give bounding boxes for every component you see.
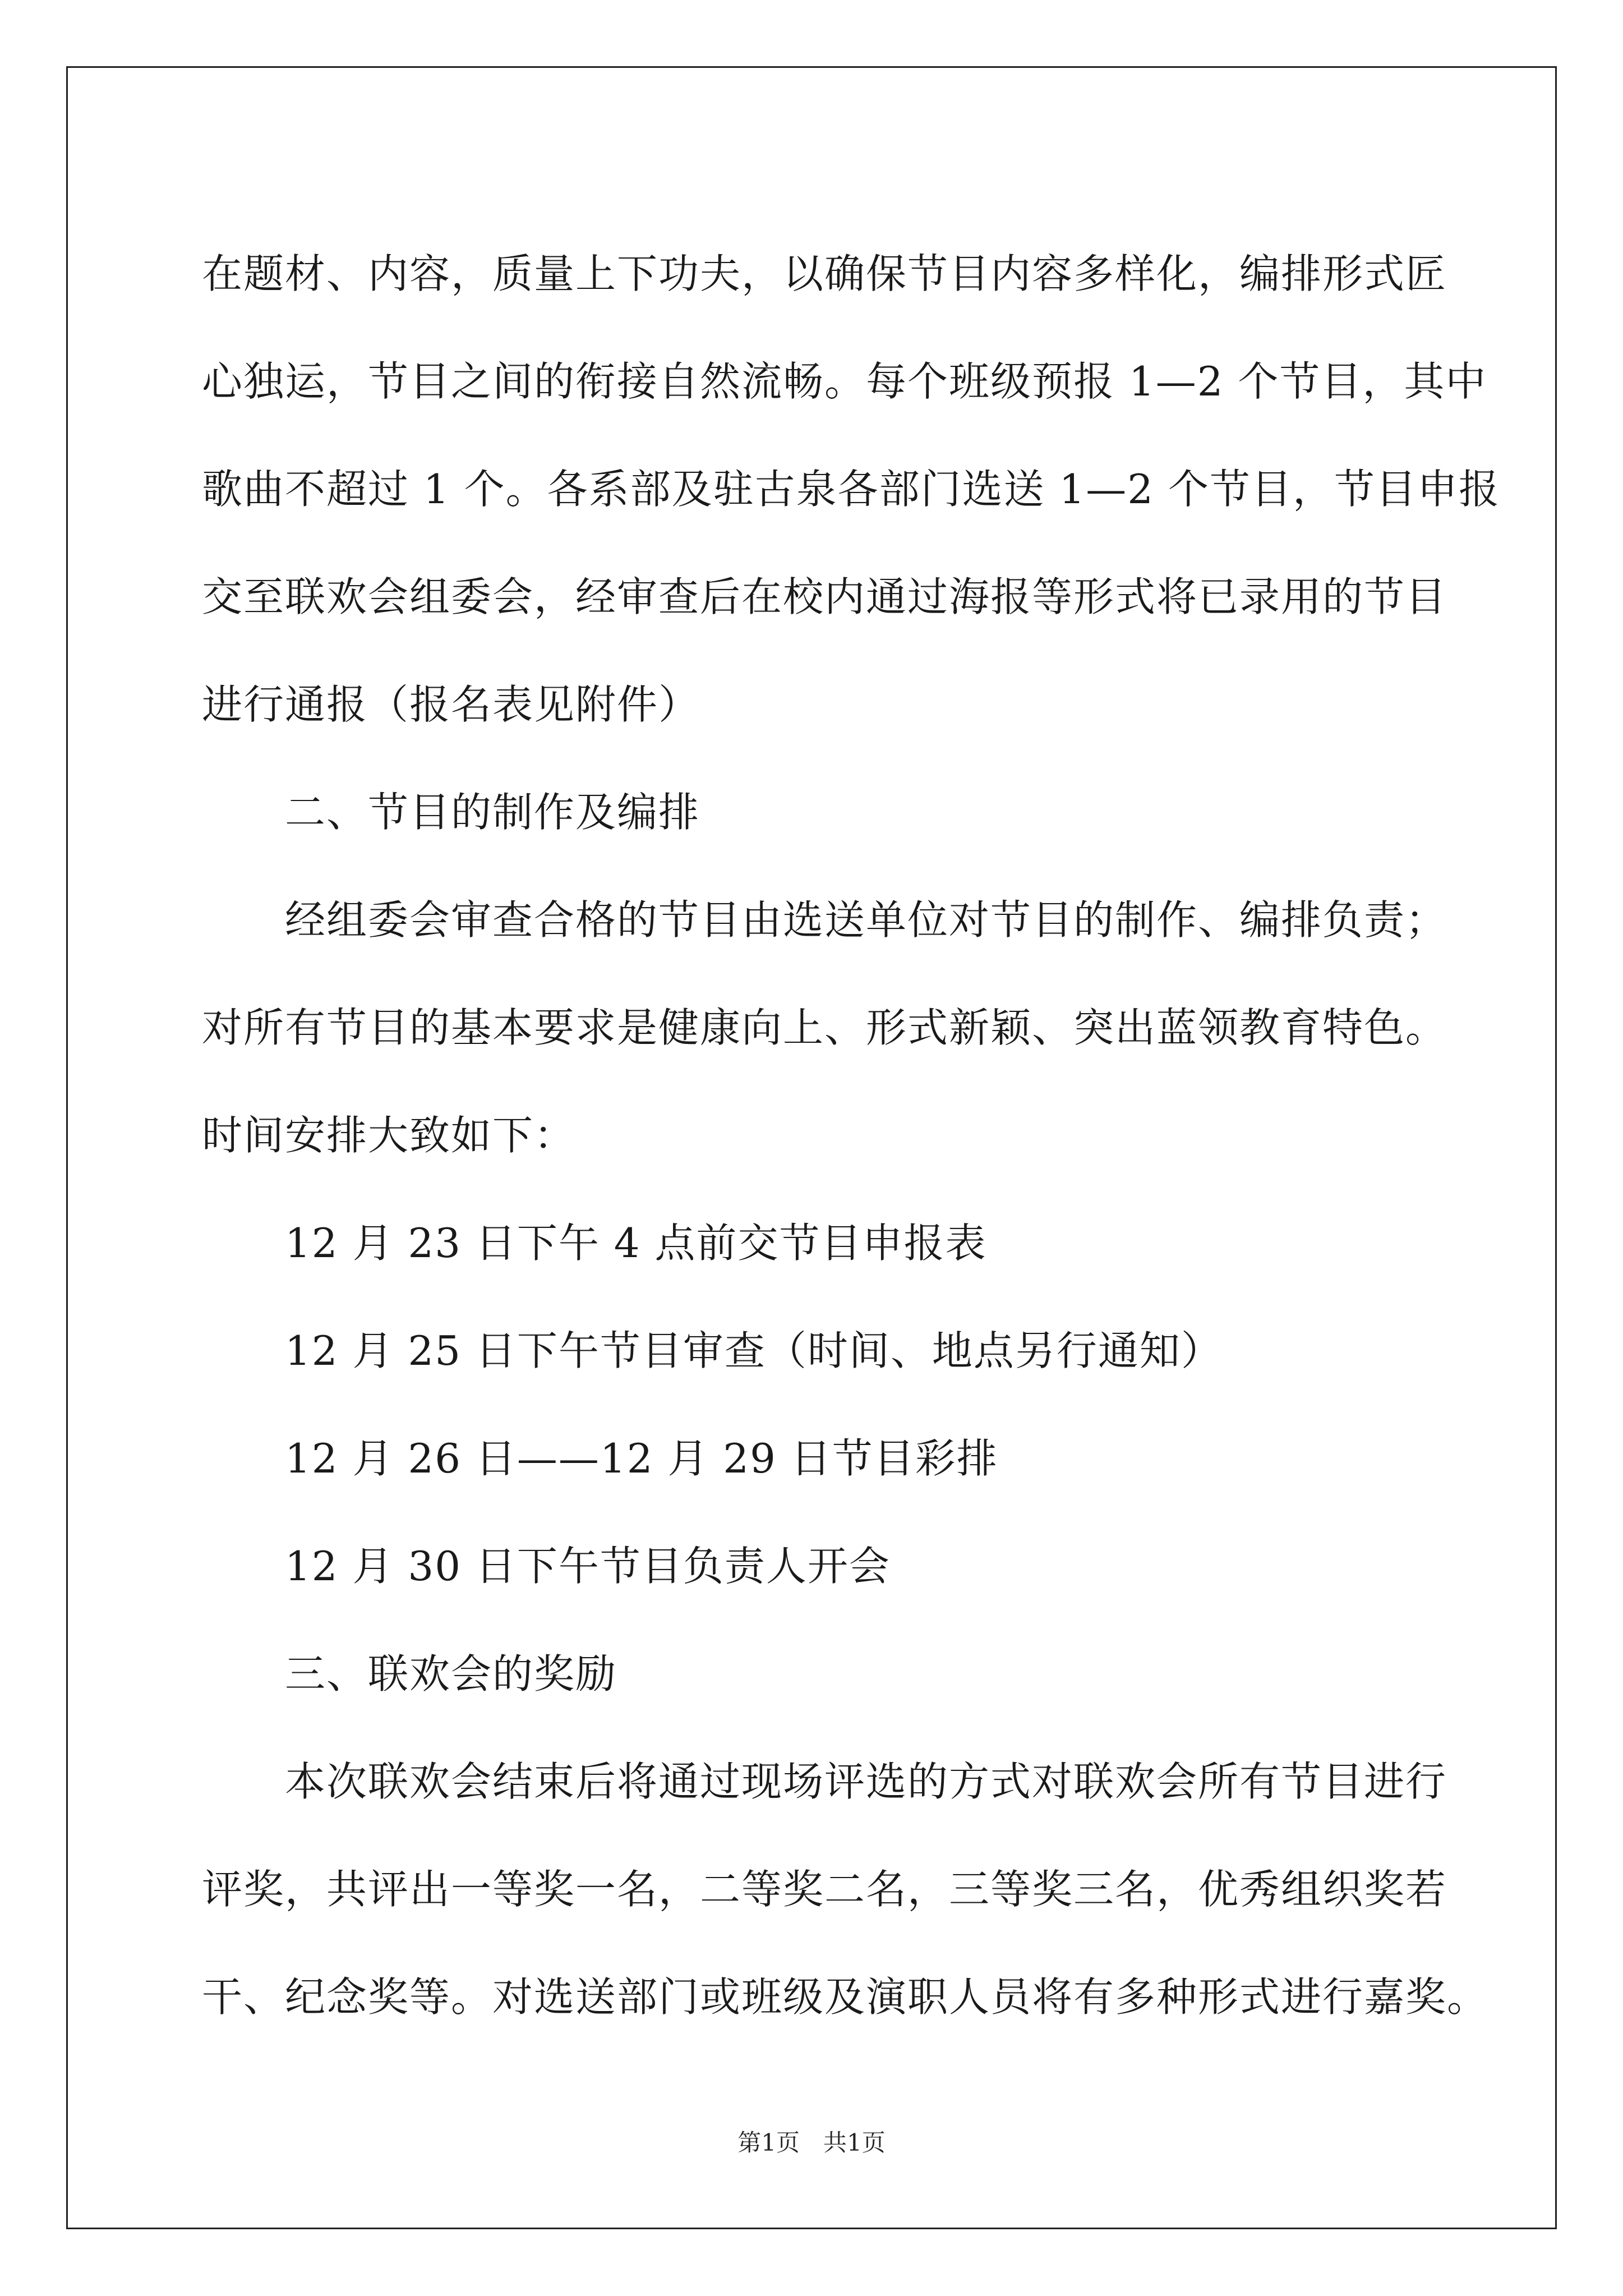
page-number: 第1页 [737,2129,800,2156]
text-line: 歌曲不超过 1 个。各系部及驻古泉各部门选送 1—2 个节目，节目申报 [202,466,1500,513]
page-footer [0,2126,1623,2160]
text-line: 心独运，节目之间的衔接自然流畅。每个班级预报 1—2 个节目，其中 [202,358,1487,405]
text-line: 交至联欢会组委会，经审查后在校内通过海报等形式将已录用的节目 [202,573,1447,620]
page-total: 共1页 [823,2129,886,2156]
text-line: 进行通报（报名表见附件） [202,681,700,728]
schedule-item: 12 月 23 日下午 4 点前交节目申报表 [285,1220,987,1267]
text-line: 本次联欢会结束后将通过现场评选的方式对联欢会所有节目进行 [285,1758,1447,1805]
schedule-item: 12 月 25 日下午节目审查（时间、地点另行通知） [285,1327,1223,1374]
text-line: 经组委会审查合格的节目由选送单位对节目的制作、编排负责； [285,896,1447,944]
text-line: 对所有节目的基本要求是健康向上、形式新颖、突出蓝领教育特色。 [202,1004,1447,1051]
text-line: 时间安排大致如下： [202,1112,576,1159]
text-line: 评奖，共评出一等奖一名，二等奖二名，三等奖三名，优秀组织奖若 [202,1866,1447,1913]
section-heading: 二、节目的制作及编排 [285,789,700,836]
text-line: 在题材、内容，质量上下功夫，以确保节目内容多样化，编排形式匠 [202,250,1447,297]
schedule-item: 12 月 26 日——12 月 29 日节目彩排 [285,1435,998,1482]
section-heading: 三、联欢会的奖励 [285,1650,617,1697]
document-body [202,220,1500,2051]
schedule-item: 12 月 30 日下午节目负责人开会 [285,1543,891,1590]
text-line: 干、纪念奖等。对选送部门或班级及演职人员将有多种形式进行嘉奖。 [202,1973,1489,2021]
